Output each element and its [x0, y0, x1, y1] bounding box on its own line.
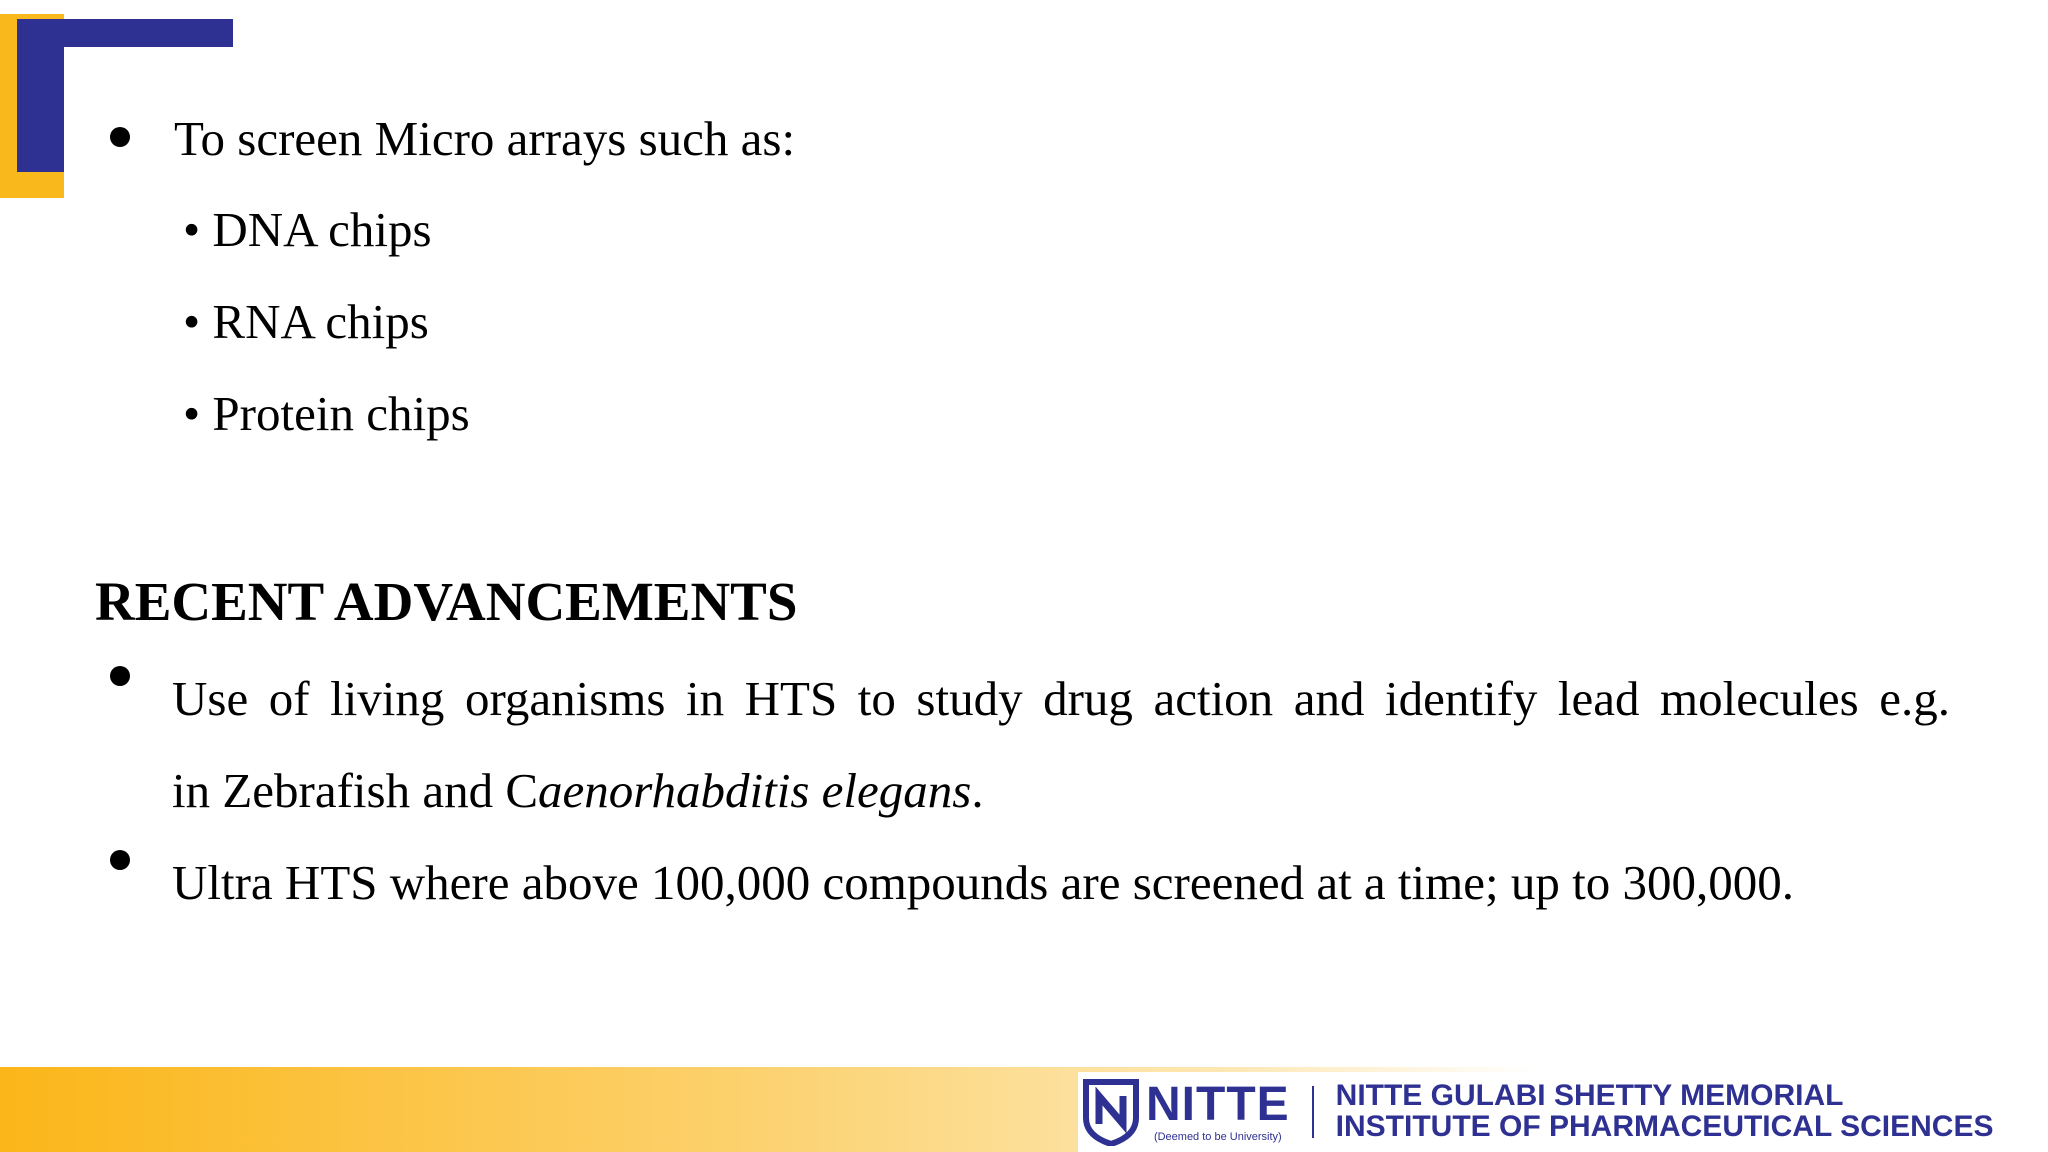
sub-item-protein: • Protein chips: [183, 386, 470, 441]
bullet-icon: [110, 666, 130, 686]
institute-name-line-2: INSTITUTE OF PHARMACEUTICAL SCIENCES: [1335, 1110, 1994, 1143]
corner-blue-horizontal: [17, 19, 233, 47]
advancement-1-line-1: Use of living organisms in HTS to study drug action and identify lead molecules e.g.: [172, 671, 1950, 726]
section-heading: RECENT ADVANCEMENTS: [95, 571, 798, 632]
sub-item-dna: • DNA chips: [183, 202, 432, 257]
bullet-icon: [110, 850, 130, 870]
bullet-text: To screen Micro arrays such as:: [174, 111, 796, 166]
line-2-prefix: in Zebrafish and C: [172, 763, 539, 818]
footer-divider: [1312, 1086, 1314, 1138]
institute-name: [1336, 1081, 1994, 1142]
sub-item-rna: • RNA chips: [183, 294, 429, 349]
nitte-logo-text: NITTE: [1146, 1078, 1290, 1131]
line-2-suffix: .: [971, 763, 984, 818]
institute-name-line-1: NITTE GULABI SHETTY MEMORIAL: [1335, 1079, 1844, 1113]
bullet-advancement-1: [110, 674, 174, 694]
advancement-2-text: Ultra HTS where above 100,000 compounds are screened at a time; up to 300,000.: [172, 855, 1795, 910]
nitte-shield-icon: [1082, 1078, 1140, 1146]
sub-item-text: RNA chips: [212, 294, 429, 349]
corner-white-strip: [0, 0, 233, 14]
bullet-micro-arrays: [110, 111, 796, 166]
bullet-icon: [110, 127, 130, 147]
nitte-logo-subtext: (Deemed to be University): [1153, 1131, 1282, 1143]
species-name: aenorhabditis elegans: [538, 763, 972, 818]
advancement-1-line-2: [172, 763, 984, 818]
nitte-wordmark: [1146, 1078, 1290, 1143]
sub-item-text: Protein chips: [212, 386, 470, 441]
bullet-advancement-2: [110, 858, 174, 878]
footer-logo: [1078, 1072, 2048, 1152]
sub-item-text: DNA chips: [212, 202, 432, 257]
